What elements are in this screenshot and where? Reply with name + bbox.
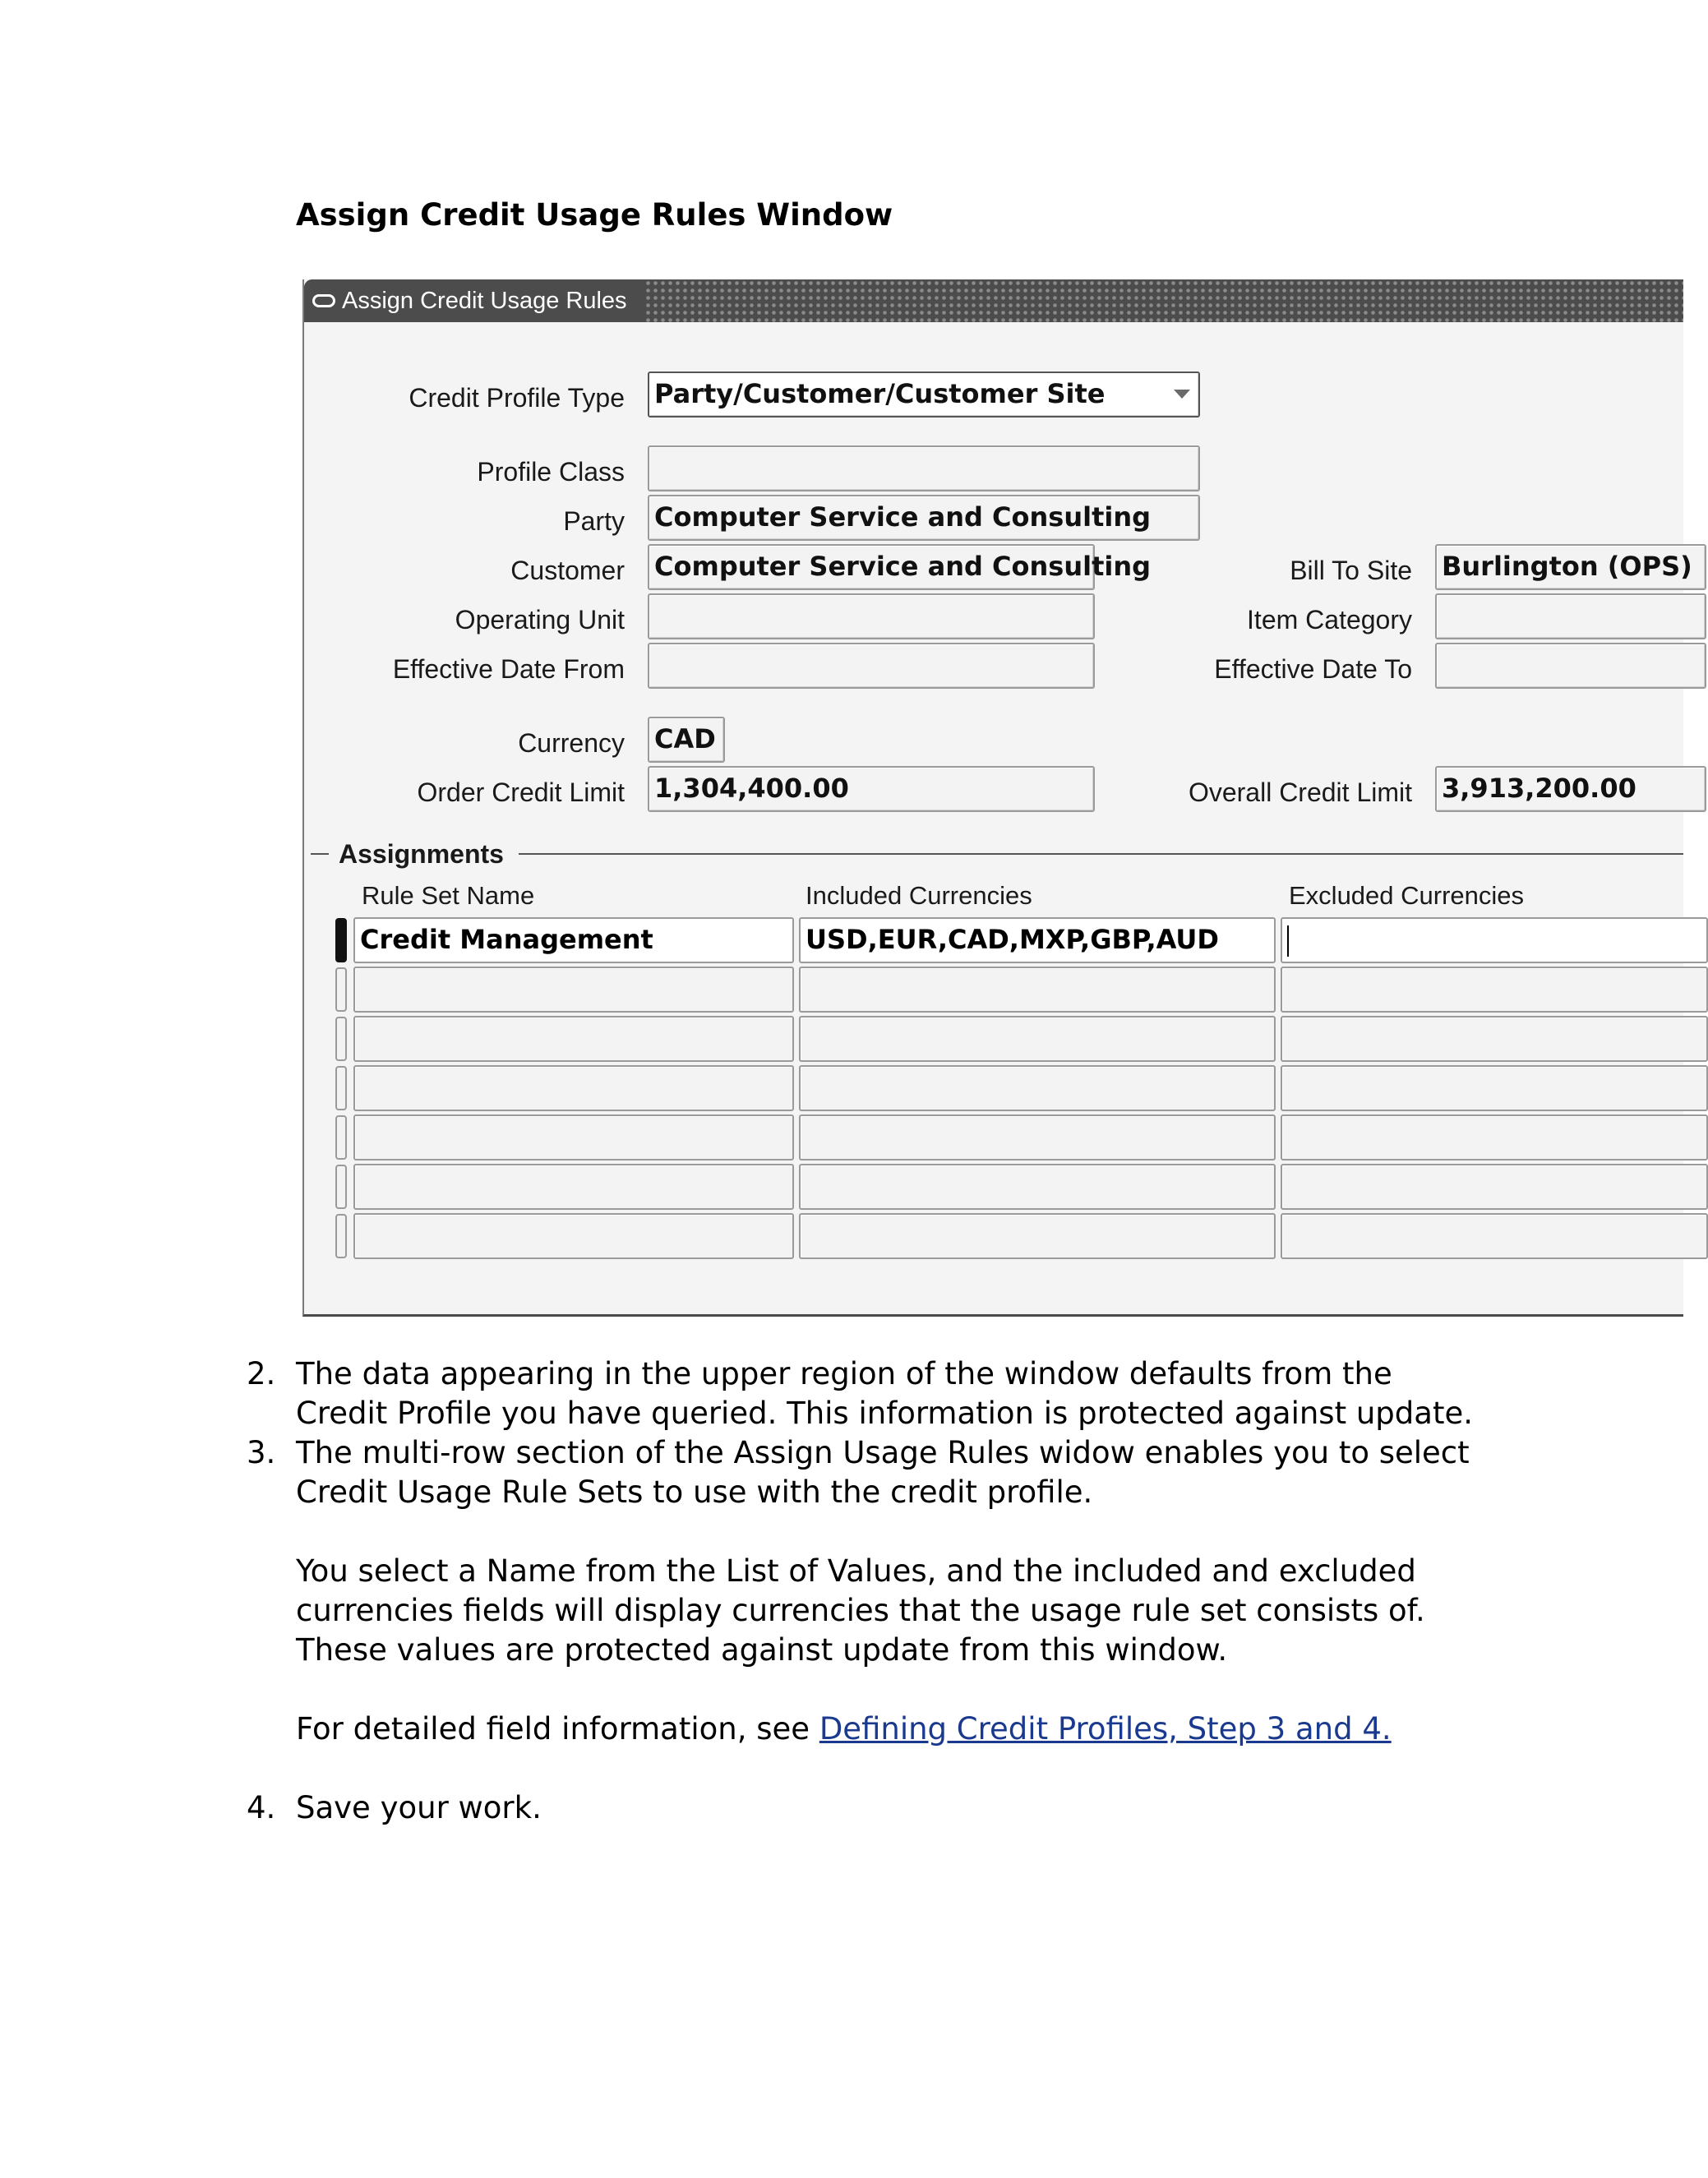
- effective-date-from-label: Effective Date From: [392, 654, 625, 684]
- rule-set-name-cell[interactable]: [353, 1213, 794, 1259]
- rule-set-name-cell[interactable]: Credit Management: [353, 917, 794, 963]
- step-text: The data appearing in the upper region of the window defaults from the Credit Profile you have queried. This information is protected against update.: [296, 1356, 1473, 1431]
- party-field[interactable]: Computer Service and Consulting: [648, 495, 1200, 541]
- included-currencies-cell[interactable]: [799, 1114, 1276, 1161]
- order-credit-limit-label: Order Credit Limit: [417, 778, 625, 807]
- included-currencies-cell[interactable]: [799, 1213, 1276, 1259]
- row-indicator[interactable]: [335, 918, 347, 962]
- excluded-currencies-cell[interactable]: [1281, 1016, 1708, 1062]
- column-header-rule-set-name: Rule Set Name: [362, 881, 535, 910]
- excluded-currencies-cell[interactable]: [1281, 967, 1708, 1013]
- included-currencies-cell[interactable]: [799, 967, 1276, 1013]
- bill-to-site-label: Bill To Site: [1290, 556, 1412, 585]
- step-text: The multi-row section of the Assign Usage Rules widow enables you to select Credit Usage Rule Sets to use with the credit profile.: [296, 1435, 1470, 1510]
- assign-credit-usage-rules-window: [302, 279, 1692, 1317]
- currency-label: Currency: [518, 728, 625, 758]
- rule-set-name-cell[interactable]: [353, 1016, 794, 1062]
- overall-credit-limit-field[interactable]: 3,913,200.00: [1435, 766, 1706, 812]
- defining-credit-profiles-link[interactable]: Defining Credit Profiles, Step 3 and 4.: [819, 1711, 1392, 1747]
- customer-label: Customer: [510, 556, 625, 585]
- effective-date-to-field[interactable]: [1435, 643, 1706, 689]
- excluded-currencies-cell[interactable]: [1281, 1065, 1708, 1111]
- credit-profile-type-value: Party/Customer/Customer Site: [654, 378, 1106, 409]
- included-currencies-cell[interactable]: [799, 1016, 1276, 1062]
- bill-to-site-field[interactable]: Burlington (OPS): [1435, 544, 1706, 590]
- row-indicator[interactable]: [335, 1165, 347, 1209]
- chevron-down-icon[interactable]: [1174, 390, 1190, 399]
- title-wrap: [304, 279, 644, 322]
- operating-unit-label: Operating Unit: [455, 605, 625, 634]
- rule-set-name-cell[interactable]: [353, 1114, 794, 1161]
- column-header-excluded-currencies: Excluded Currencies: [1289, 881, 1525, 910]
- step-number: 2.: [247, 1356, 276, 1391]
- window-title: Assign Credit Usage Rules: [342, 287, 627, 314]
- row-indicator[interactable]: [335, 967, 347, 1012]
- effective-date-to-label: Effective Date To: [1214, 654, 1412, 684]
- row-indicator[interactable]: [335, 1017, 347, 1061]
- document-heading: Assign Credit Usage Rules Window: [296, 197, 893, 233]
- text-cursor: [1287, 925, 1289, 957]
- party-label: Party: [563, 506, 625, 536]
- window-titlebar[interactable]: [304, 279, 1683, 322]
- row-indicator[interactable]: [335, 1214, 347, 1258]
- excluded-currencies-cell[interactable]: [1281, 1164, 1708, 1210]
- included-currencies-cell[interactable]: [799, 1065, 1276, 1111]
- step-text: Save your work.: [296, 1790, 542, 1825]
- item-category-field[interactable]: [1435, 593, 1706, 639]
- excluded-currencies-cell[interactable]: [1281, 1114, 1708, 1161]
- row-indicator[interactable]: [335, 1066, 347, 1110]
- effective-date-from-field[interactable]: [648, 643, 1095, 689]
- customer-field[interactable]: Computer Service and Consulting: [648, 544, 1095, 590]
- credit-profile-type-select[interactable]: [648, 371, 1200, 418]
- profile-class-field[interactable]: [648, 445, 1200, 491]
- profile-class-label: Profile Class: [477, 457, 625, 487]
- step-3-paragraph: You select a Name from the List of Values, and the included and excluded currencies fields will display currencies that the usage rule set consists of. These values are protected against update from this window.: [296, 1553, 1425, 1668]
- row-indicator[interactable]: [335, 1115, 347, 1160]
- order-credit-limit-field[interactable]: 1,304,400.00: [648, 766, 1095, 812]
- detail-paragraph: [296, 1710, 1512, 1749]
- detail-prefix: For detailed field information, see: [296, 1711, 819, 1747]
- column-header-included-currencies: Included Currencies: [806, 881, 1032, 910]
- operating-unit-field[interactable]: [648, 593, 1095, 639]
- step-number: 4.: [247, 1790, 276, 1825]
- currency-field[interactable]: CAD: [648, 717, 725, 763]
- included-currencies-cell[interactable]: USD,EUR,CAD,MXP,GBP,AUD: [799, 917, 1276, 963]
- item-category-label: Item Category: [1247, 605, 1412, 634]
- credit-profile-type-label: Credit Profile Type: [409, 383, 625, 413]
- window-menu-icon[interactable]: [312, 294, 335, 307]
- included-currencies-cell[interactable]: [799, 1164, 1276, 1210]
- assignments-title: Assignments: [329, 837, 519, 871]
- step-number: 3.: [247, 1435, 276, 1470]
- rule-set-name-cell[interactable]: [353, 1164, 794, 1210]
- excluded-currencies-cell[interactable]: [1281, 917, 1708, 963]
- rule-set-name-cell[interactable]: [353, 967, 794, 1013]
- overall-credit-limit-label: Overall Credit Limit: [1188, 778, 1412, 807]
- rule-set-name-cell[interactable]: [353, 1065, 794, 1111]
- excluded-currencies-cell[interactable]: [1281, 1213, 1708, 1259]
